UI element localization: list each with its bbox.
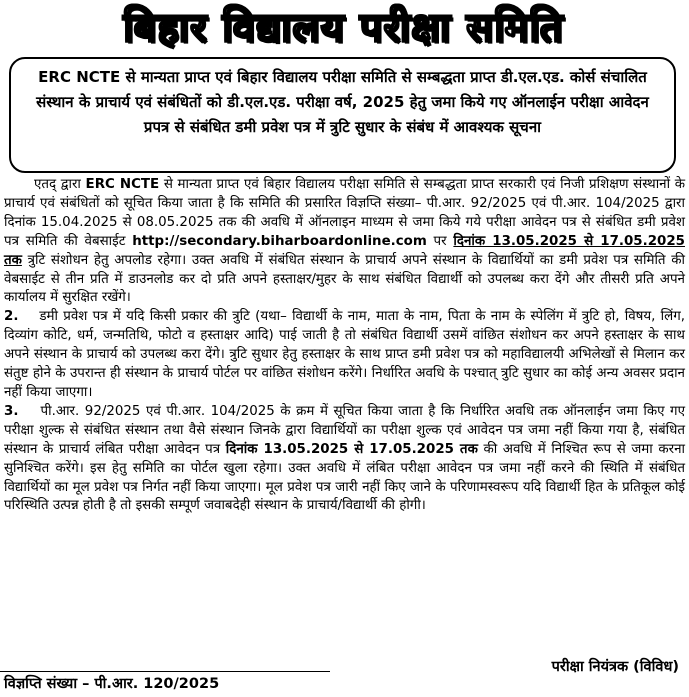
para3-number: 3. [4, 403, 19, 419]
footer [0, 659, 689, 697]
subject-box [9, 57, 676, 173]
signatory: परीक्षा नियंत्रक (विविध) [551, 659, 679, 675]
para1-text-3: त्रुटि संशोधन हेतु अपलोड रहेगा। उक्त अवधि में संबंधित संस्थान के प्राचार्य अपने संस्थान के विद्यार्थियों का डमी प्रवेश पत्र समिति की वेबसाईट से तीन प्रति में डाउनलोड कर दो प्रति अपने हस्ताक्षर/मुहर के साथ संबंधित विद्यार्थी को उपलब्ध करा देंगे और तीसरी प्रति अपने कार्यालय में सुरक्षित रखेंगे। [4, 252, 685, 306]
para2-number: 2. [4, 309, 19, 325]
subject-text: ERC NCTE से मान्यता प्राप्त एवं बिहार विद्यालय परीक्षा समिति से सम्बद्धता प्राप्त डी.एल.एड. कोर्स संचालित संस्थान के प्राचार्य एवं संबंधितों को डी.एल.एड. परीक्षा वर्ष, 2025 हेतु जमा किये गए ऑनलाईन परीक्षा आवेदन प्रपत्र से संबंधित डमी प्रवेश पत्र में त्रुटि सुधार के संबंध में आवश्यक सूचना [36, 68, 649, 136]
paragraph-1 [4, 176, 685, 308]
page-title: बिहार विद्यालय परीक्षा समिति [123, 5, 564, 51]
pending-dates: दिनांक 13.05.2025 से 17.05.2025 तक [225, 441, 478, 457]
header [3, 3, 684, 53]
erc-ncte-text: ERC NCTE [85, 177, 160, 192]
paragraph-2 [4, 308, 685, 403]
paragraph-3 [4, 403, 685, 516]
notice-number: विज्ञप्ति संख्या – पी.आर. 120/2025 [4, 676, 220, 692]
website-url[interactable]: http://secondary.biharboardonline.com [132, 233, 427, 249]
para2-text: डमी प्रवेश पत्र में यदि किसी प्रकार की त्रुटि (यथा– विद्यार्थी के नाम, माता के नाम, पिता के नाम के स्पेलिंग में त्रुटि हो, विषय, लिंग, दिव्यांग कोटि, धर्म, जन्मतिथि, फोटो व हस्ताक्षर आदि) पाई जाती है तो संबंधित विद्यार्थी उसमें वांछित संशोधन कर अपने हस्ताक्षर के साथ अपने संस्थान के प्राचार्य को उपलब्ध करा देंगे। त्रुटि सुधार हेतु हस्ताक्षर के साथ प्राप्त डमी प्रवेश पत्र को महाविद्यालयी अभिलेखों से मिलान कर संतुष्ट होने के उपरान्त ही संस्थान के प्राचार्य पोर्टल पर वांछित संशोधन करेंगे। निर्धारित अवधि के पश्चात् त्रुटि सुधार का कोई अन्य अवसर प्रदान नहीं किया जाएगा। [4, 309, 685, 400]
footer-divider [0, 671, 330, 672]
correction-dates: दिनांक 13.05.2025 से 17.05.2025 तक [4, 233, 685, 268]
para3-text: पी.आर. 92/2025 एवं पी.आर. 104/2025 के क्रम में सूचित किया जाता है कि निर्धारित अवधि तक ऑनलाईन जमा किए गए परीक्षा शुल्क से संबंधित संस्थान तथा वैसे संस्थान जिनके द्वारा विद्यार्थियों का परीक्षा शुल्क एवं आवेदन पत्र जमा नहीं किया गया है, संबंधित संस्थान के प्राचार्य लंबित परीक्षा आवेदन पत्र [4, 403, 685, 457]
para3-text-2: की अवधि में निश्चित रूप से जमा करना सुनिश्चित करेंगे। इस हेतु समिति का पोर्टल खुला रहेगा। उक्त अवधि में लंबित परीक्षा आवेदन पत्र जमा नहीं करने की स्थिति में संबंधित विद्यार्थियों का मूल प्रवेश पत्र निर्गत नहीं किया जाएगा। मूल प्रवेश पत्र जारी नहीं किए जाने के परिणामस्वरूप यदि विद्यार्थी हित के प्रतिकूल कोई परिस्थिति उत्पन्न होती है तो इसकी सम्पूर्ण जवाबदेही संस्थान के प्राचार्य/विद्यार्थी की होगी। [4, 441, 685, 514]
notice-body [4, 176, 685, 516]
para1-text-2: पर [426, 233, 454, 249]
para1-intro: एतद् द्वारा [34, 177, 86, 192]
para1-text: से मान्यता प्राप्त एवं बिहार विद्यालय परीक्षा समिति से सम्बद्धता प्राप्त सरकारी एवं निजी प्रशिक्षण संस्थानों के प्राचार्य एवं संबंधितों को सूचित किया जाता है कि समिति की प्रसारित विज्ञप्ति संख्या– पी.आर. 92/2025 एवं पी.आर. 104/2025 द्वारा दिनांक 15.04.2025 से 08.05.2025 तक की अवधि में ऑनलाइन माध्यम से जमा किये गये परीक्षा आवेदन पत्र से संबंधित डमी प्रवेश पत्र समिति की वेबसाईट [4, 177, 685, 249]
